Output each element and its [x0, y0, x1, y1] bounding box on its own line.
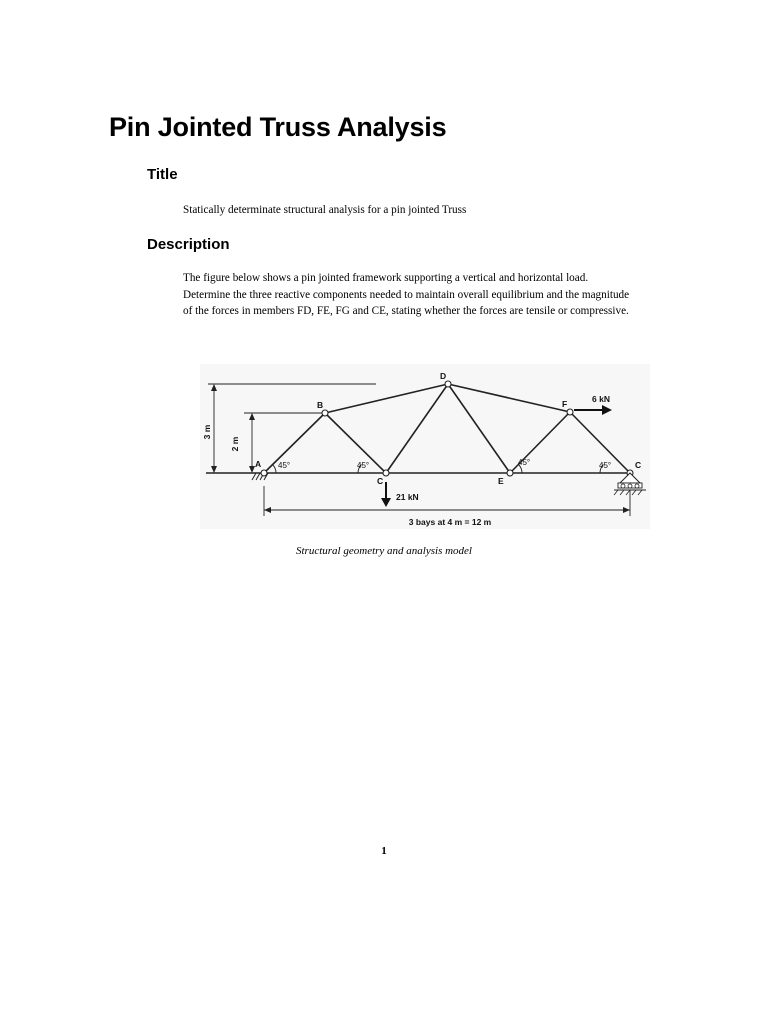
page-heading: Pin Jointed Truss Analysis	[109, 112, 447, 142]
node-label-c: C	[377, 476, 384, 486]
angle-label: 45°	[278, 461, 291, 470]
node-label-b: B	[317, 400, 324, 410]
node-label-d: D	[440, 371, 447, 381]
truss-diagram	[200, 364, 650, 529]
joint-a	[261, 470, 267, 476]
title-text: Statically determinate structural analysis for a pin jointed Truss	[183, 204, 467, 216]
description-text: The figure below shows a pin jointed framework supporting a vertical and horizontal load. Determine the three reactive components needed to maintain overall equilibrium and the magnitude of the forces in members FD, FE, FG and CE, stating whether the forces are tensile or compressive.	[183, 272, 630, 317]
description-heading: Description	[147, 236, 230, 253]
node-label-e: E	[498, 476, 504, 486]
joint-e	[507, 470, 513, 476]
truss-figure	[200, 364, 650, 529]
node-label-a: A	[255, 459, 262, 469]
joint-d	[445, 381, 451, 387]
angle-label: 45°	[518, 458, 531, 467]
dim-label-3m: 3 m	[202, 424, 212, 440]
dim-label-2m: 2 m	[230, 436, 240, 452]
horizontal-load-label: 6 kN	[592, 394, 610, 404]
page-number: 1	[381, 845, 387, 857]
vertical-load-label: 21 kN	[396, 492, 419, 502]
joint-b	[322, 410, 328, 416]
joint-c	[383, 470, 389, 476]
node-label-c-right: C	[635, 460, 642, 470]
dim-label-span: 3 bays at 4 m = 12 m	[408, 517, 492, 527]
figure-caption: Structural geometry and analysis model	[296, 545, 472, 557]
node-label-f: F	[562, 399, 568, 409]
joint-f	[567, 409, 573, 415]
angle-label: 45°	[357, 461, 370, 470]
title-heading: Title	[147, 166, 178, 183]
angle-label: 45°	[599, 461, 612, 470]
